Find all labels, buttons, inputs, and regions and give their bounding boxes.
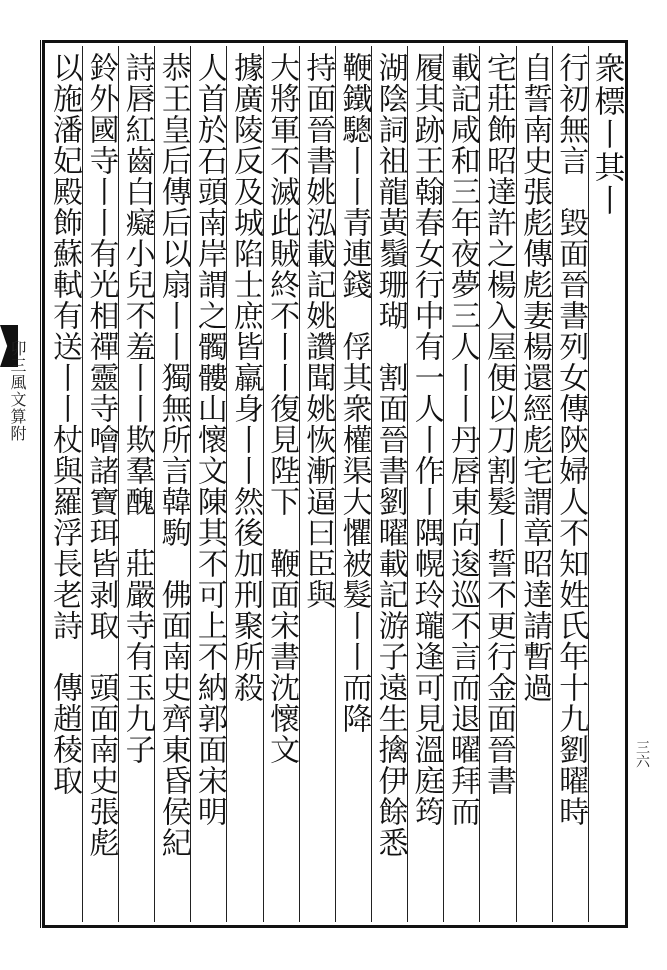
page-number: 三六 (634, 740, 650, 768)
column-text: 載記咸和三年夜夢三人丨丨丹唇東向逡巡不言而退曜拜而 (444, 52, 480, 827)
text-column (299, 46, 335, 922)
text-column (479, 46, 515, 922)
column-text: 自誓南史張彪傳彪妻楊還經彪宅謂章昭達請暫過 (517, 52, 552, 703)
text-column (154, 46, 190, 922)
column-text: 鈴外國寺丨丨有光相禪靈寺噲諸寶珥皆剥取 頭面南史張彪 (83, 52, 119, 858)
left-margin-strip (0, 40, 41, 928)
text-column (335, 46, 371, 922)
text-column (552, 46, 588, 922)
column-text: 履其跡王翰春女行中有一人丨作丨隅幌玲瓏逢可見溫庭筠 (408, 52, 444, 827)
text-columns (46, 46, 624, 922)
column-text: 人首於石頭南岸謂之髑髏山懷文陳其不可上不納郭面宋明 (191, 52, 227, 827)
column-text: 宅莊飾昭達許之楊入屋便以刀割髮丨誓不更行金面晉書 (481, 52, 516, 796)
text-column (371, 46, 407, 922)
margin-fragment-text: 卯三風文算附 (8, 340, 27, 442)
column-text: 衆標丨其丨 (588, 52, 624, 217)
column-text: 詩唇紅齒白癡小兒不羞丨丨欺羣醜 莊嚴寺有玉九子 (119, 52, 155, 765)
column-text: 大將軍不滅此賊終不丨丨復見陛下 鞭面宋書沈懷文 (264, 52, 299, 765)
column-text: 持面晉書姚泓載記姚讚聞姚恢漸逼曰臣與 (300, 52, 335, 610)
text-column (516, 46, 552, 922)
text-column (588, 46, 624, 922)
text-column (46, 46, 82, 922)
column-text: 湖陰詞祖龍黃鬚珊瑚 割面晉書劉曜載記游子遠生擒伊餘悉 (372, 52, 408, 858)
text-column (443, 46, 479, 922)
text-column (226, 46, 262, 922)
column-text: 鞭鐵驄丨丨青連錢 俘其衆權渠大懼被髮丨丨而降 (336, 52, 372, 734)
column-text: 據廣陵反及城陷士庶皆羸身丨丨然後加刑聚所殺 (228, 52, 263, 703)
column-text: 行初無言 毀面晉書列女傳陝婦人不知姓氏年十九劉曜時 (553, 52, 588, 827)
column-text: 恭王皇后傳后以扇丨丨獨無所言韓駒 佛面南史齊東昏侯紀 (155, 52, 191, 858)
text-column (190, 46, 226, 922)
text-column (263, 46, 299, 922)
text-column (407, 46, 443, 922)
text-column (118, 46, 154, 922)
text-column (82, 46, 118, 922)
column-text: 以施潘妃殿飾蘇軾有送丨丨杖與羅浮長老詩 傳趙稜取 (46, 52, 82, 796)
